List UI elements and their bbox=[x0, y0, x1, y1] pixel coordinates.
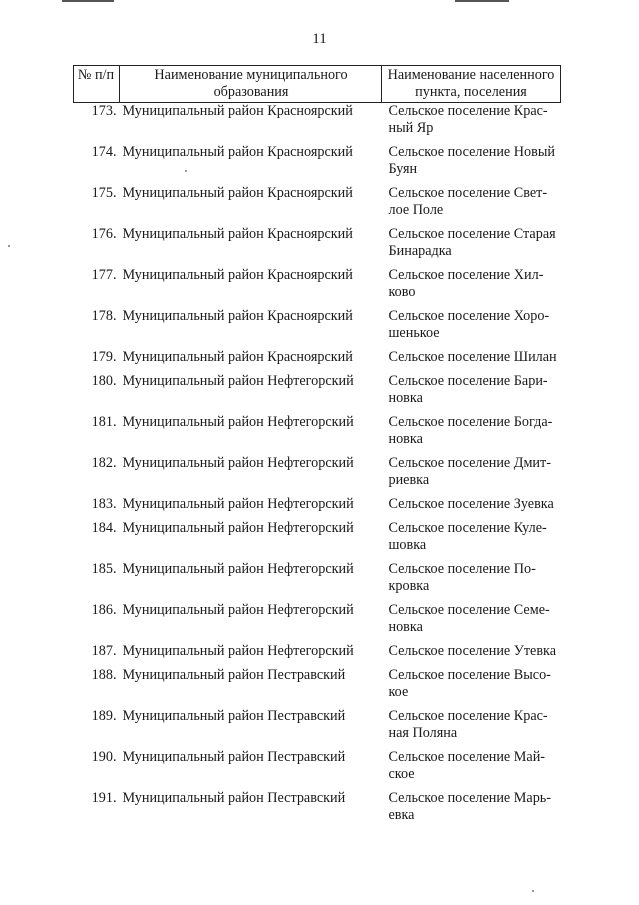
municipality-name: Муниципальный район Красноярский bbox=[122, 185, 353, 201]
settlement-name-line1: Сельское поселение Хил- bbox=[388, 267, 544, 283]
table-row bbox=[74, 414, 561, 455]
row-number: 182. bbox=[91, 455, 117, 471]
row-number: 190. bbox=[91, 749, 117, 765]
scan-speck bbox=[8, 245, 10, 247]
row-number: 187. bbox=[91, 643, 117, 659]
municipality-name: Муниципальный район Нефтегорский bbox=[122, 602, 354, 618]
settlement-name-line1: Сельское поселение Крас- bbox=[388, 708, 548, 724]
scan-edge-mark-right bbox=[455, 0, 509, 2]
settlement-name bbox=[382, 643, 561, 667]
table-row bbox=[74, 520, 561, 561]
settlement-name bbox=[382, 185, 561, 226]
header-number bbox=[74, 66, 120, 103]
scan-edge-mark-left bbox=[62, 0, 114, 2]
municipality-name: Муниципальный район Красноярский bbox=[122, 226, 353, 242]
table-row bbox=[74, 455, 561, 496]
settlement-name-line2: шенькое bbox=[388, 325, 440, 341]
row-number: 179. bbox=[91, 349, 117, 365]
settlement-name bbox=[382, 373, 561, 414]
header-number-line2: п/п bbox=[94, 67, 115, 83]
municipality-name: Муниципальный район Нефтегорский bbox=[122, 520, 354, 536]
table-row bbox=[74, 373, 561, 414]
municipality-name: Муниципальный район Красноярский bbox=[122, 267, 353, 283]
row-number: 180. bbox=[91, 373, 117, 389]
municipality-name: Муниципальный район Пестравский bbox=[122, 708, 346, 724]
settlement-name-line1: Сельское поселение Старая bbox=[388, 226, 556, 242]
scan-speck bbox=[185, 170, 187, 172]
settlement-name bbox=[382, 103, 561, 145]
row-number: 191. bbox=[91, 790, 117, 806]
municipality-name: Муниципальный район Пестравский bbox=[122, 790, 346, 806]
table-row bbox=[74, 144, 561, 185]
settlement-name-line1: Сельское поселение Зуевка bbox=[388, 496, 554, 512]
settlement-name bbox=[382, 308, 561, 349]
table-row bbox=[74, 749, 561, 790]
municipality-name: Муниципальный район Красноярский bbox=[122, 103, 353, 119]
row-number: 189. bbox=[91, 708, 117, 724]
settlement-name-line2: новка bbox=[388, 390, 423, 406]
settlement-name-line1: Сельское поселение Свет- bbox=[388, 185, 548, 201]
settlement-name bbox=[382, 520, 561, 561]
municipality-name: Муниципальный район Нефтегорский bbox=[122, 496, 354, 512]
row-number: 188. bbox=[91, 667, 117, 683]
header-settlement bbox=[382, 66, 561, 103]
municipality-name: Муниципальный район Красноярский bbox=[122, 144, 353, 160]
row-number: 186. bbox=[91, 602, 117, 618]
row-number: 181. bbox=[91, 414, 117, 430]
settlement-name-line1: Сельское поселение Хоро- bbox=[388, 308, 550, 324]
settlement-name-line2: ково bbox=[388, 284, 416, 300]
settlement-name-line2: лое Поле bbox=[388, 202, 444, 218]
settlement-name-line1: Сельское поселение Май- bbox=[388, 749, 546, 765]
header-settlement-line1: Наименование населенного bbox=[387, 67, 555, 83]
settlement-name-line1: Сельское поселение По- bbox=[388, 561, 536, 577]
municipality-name: Муниципальный район Пестравский bbox=[122, 667, 346, 683]
settlement-name-line2: кровка bbox=[388, 578, 430, 594]
settlement-name-line1: Сельское поселение Крас- bbox=[388, 103, 548, 119]
table-row bbox=[74, 708, 561, 749]
table-row bbox=[74, 602, 561, 643]
settlement-name-line1: Сельское поселение Дмит- bbox=[388, 455, 551, 471]
settlement-name bbox=[382, 561, 561, 602]
table-row bbox=[74, 643, 561, 667]
settlement-name bbox=[382, 144, 561, 185]
municipality-name: Муниципальный район Нефтегорский bbox=[122, 561, 354, 577]
settlement-name bbox=[382, 602, 561, 643]
settlement-name bbox=[382, 790, 561, 831]
scan-speck bbox=[532, 890, 534, 892]
table-header-row bbox=[74, 66, 561, 103]
municipality-name: Муниципальный район Нефтегорский bbox=[122, 414, 354, 430]
settlement-name bbox=[382, 455, 561, 496]
header-municipality-line2: образования bbox=[213, 84, 289, 100]
settlement-name-line2: Бинарадка bbox=[388, 243, 452, 259]
municipality-name: Муниципальный район Нефтегорский bbox=[122, 643, 354, 659]
municipality-name: Муниципальный район Нефтегорский bbox=[122, 455, 354, 471]
table-row bbox=[74, 349, 561, 373]
header-settlement-line2: пункта, поселения bbox=[415, 84, 527, 100]
row-number: 174. bbox=[91, 144, 117, 160]
header-municipality bbox=[120, 66, 382, 103]
settlement-name-line1: Сельское поселение Богда- bbox=[388, 414, 553, 430]
municipality-name: Муниципальный район Нефтегорский bbox=[122, 373, 354, 389]
row-number: 176. bbox=[91, 226, 117, 242]
municipality-name: Муниципальный район Красноярский bbox=[122, 349, 353, 365]
page-number: 11 bbox=[312, 31, 327, 47]
settlement-name-line2: риевка bbox=[388, 472, 430, 488]
row-number: 184. bbox=[91, 520, 117, 536]
settlement-name-line1: Сельское поселение Новый bbox=[388, 144, 555, 160]
settlement-name-line2: новка bbox=[388, 431, 423, 447]
settlement-name bbox=[382, 349, 561, 373]
settlement-name-line2: кое bbox=[388, 684, 409, 700]
table-row bbox=[74, 267, 561, 308]
settlement-name-line1: Сельское поселение Бари- bbox=[388, 373, 548, 389]
table-row bbox=[74, 103, 561, 145]
municipality-name: Муниципальный район Пестравский bbox=[122, 749, 346, 765]
settlement-name-line2: шовка bbox=[388, 537, 427, 553]
settlement-name-line2: новка bbox=[388, 619, 423, 635]
header-number-line1: № bbox=[77, 67, 92, 83]
settlement-name-line2: ный Яр bbox=[388, 120, 434, 136]
table-row bbox=[74, 561, 561, 602]
row-number: 177. bbox=[91, 267, 117, 283]
settlement-name-line2: ское bbox=[388, 766, 415, 782]
settlements-table bbox=[73, 65, 561, 831]
table-body bbox=[74, 103, 561, 832]
municipality-name: Муниципальный район Красноярский bbox=[122, 308, 353, 324]
row-number: 173. bbox=[91, 103, 117, 119]
settlement-name-line2: ная Поляна bbox=[388, 725, 458, 741]
settlement-name-line1: Сельское поселение Утевка bbox=[388, 643, 556, 659]
settlement-name-line1: Сельское поселение Высо- bbox=[388, 667, 551, 683]
settlement-name bbox=[382, 749, 561, 790]
settlement-name bbox=[382, 267, 561, 308]
settlement-name bbox=[382, 667, 561, 708]
table-row bbox=[74, 496, 561, 520]
table-row bbox=[74, 790, 561, 831]
row-number: 178. bbox=[91, 308, 117, 324]
table-row bbox=[74, 667, 561, 708]
settlement-name bbox=[382, 708, 561, 749]
settlement-name-line1: Сельское поселение Шилан bbox=[388, 349, 557, 365]
settlement-name bbox=[382, 226, 561, 267]
header-municipality-line1: Наименование муниципального bbox=[154, 67, 348, 83]
settlement-name bbox=[382, 414, 561, 455]
settlement-name-line1: Сельское поселение Марь- bbox=[388, 790, 551, 806]
settlement-name-line2: евка bbox=[388, 807, 415, 823]
row-number: 175. bbox=[91, 185, 117, 201]
table-row bbox=[74, 308, 561, 349]
table-row bbox=[74, 185, 561, 226]
settlement-name bbox=[382, 496, 561, 520]
settlement-name-line1: Сельское поселение Семе- bbox=[388, 602, 550, 618]
settlement-name-line2: Буян bbox=[388, 161, 418, 177]
settlement-name-line1: Сельское поселение Куле- bbox=[388, 520, 547, 536]
table-row bbox=[74, 226, 561, 267]
row-number: 185. bbox=[91, 561, 117, 577]
row-number: 183. bbox=[91, 496, 117, 512]
